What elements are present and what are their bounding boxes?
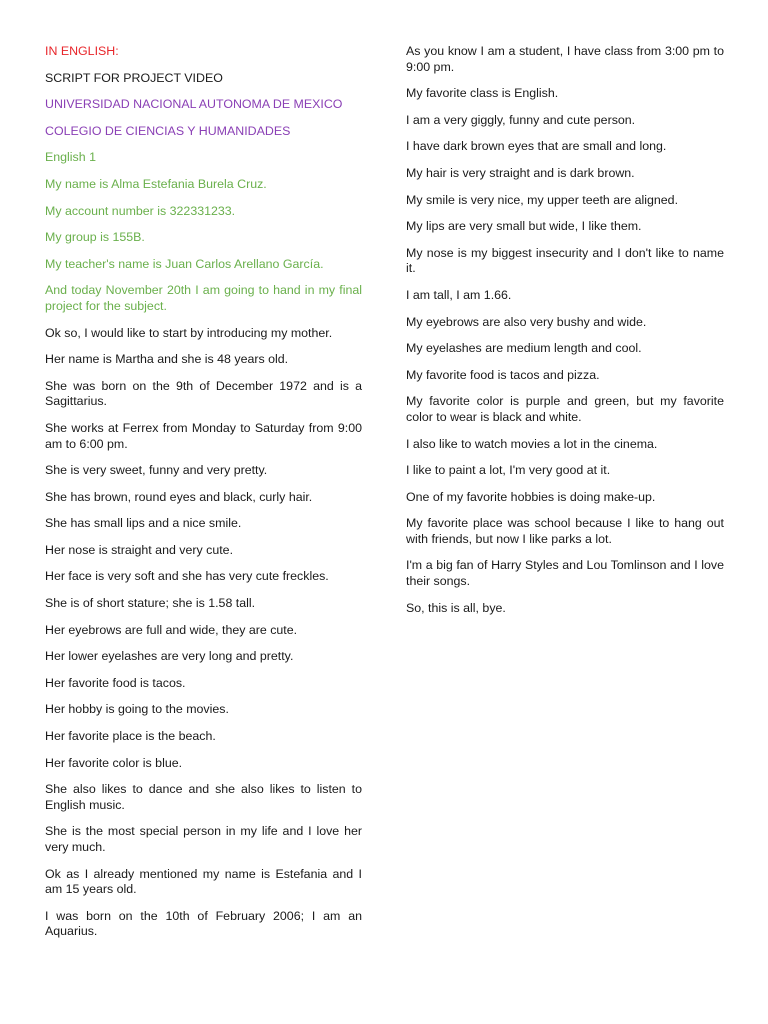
right-paragraph: One of my favorite hobbies is doing make-up. — [406, 489, 656, 504]
right-paragraph: I like to paint a lot, I'm very good at it. — [406, 463, 611, 478]
left-column — [45, 44, 362, 951]
right-paragraph: My nose is my biggest insecurity and I don't like to name it. — [406, 245, 724, 276]
left-paragraph: IN ENGLISH: — [45, 44, 119, 58]
left-paragraph: She also likes to dance and she also likes to listen to English music. — [45, 782, 362, 812]
left-paragraph: Her nose is straight and very cute. — [45, 542, 234, 557]
left-paragraph: My teacher's name is Juan Carlos Arellano García. — [45, 256, 324, 271]
right-paragraph: I am tall, I am 1.66. — [406, 287, 512, 302]
right-paragraph: As you know I am a student, I have class from 3:00 pm to 9:00 pm. — [406, 44, 724, 74]
left-paragraph: Ok as I already mentioned my name is Estefania and I am 15 years old. — [45, 866, 362, 897]
left-paragraph: My name is Alma Estefania Burela Cruz. — [45, 176, 267, 191]
right-paragraph: I also like to watch movies a lot in the cinema. — [406, 436, 658, 451]
left-paragraph: She has brown, round eyes and black, curly hair. — [45, 489, 313, 504]
left-paragraph: She is of short stature; she is 1.58 tall. — [45, 596, 256, 611]
right-paragraph: I have dark brown eyes that are small and long. — [406, 139, 667, 154]
left-paragraph: She was born on the 9th of December 1972 and is a Sagittarius. — [45, 378, 362, 409]
left-paragraph: Her name is Martha and she is 48 years old. — [45, 352, 289, 367]
left-paragraph: Ok so, I would like to start by introducing my mother. — [45, 325, 333, 340]
right-column — [406, 44, 724, 627]
left-paragraph: I was born on the 10th of February 2006; I am an Aquarius. — [45, 908, 362, 939]
right-paragraph: My lips are very small but wide, I like them. — [406, 219, 642, 234]
right-paragraph: I am a very giggly, funny and cute person. — [406, 112, 636, 127]
left-paragraph: COLEGIO DE CIENCIAS Y HUMANIDADES — [45, 123, 291, 138]
left-paragraph: She is very sweet, funny and very pretty. — [45, 463, 268, 478]
left-paragraph: SCRIPT FOR PROJECT VIDEO — [45, 70, 223, 85]
right-paragraph: My eyebrows are also very bushy and wide. — [406, 314, 647, 329]
right-paragraph: My favorite place was school because I like to hang out with friends, but now I like parks a lot. — [406, 516, 724, 546]
left-paragraph: Her hobby is going to the movies. — [45, 702, 229, 717]
left-paragraph: English 1 — [45, 150, 96, 165]
left-paragraph: Her face is very soft and she has very cute freckles. — [45, 569, 329, 584]
left-paragraph: She has small lips and a nice smile. — [45, 516, 242, 531]
right-paragraph: My eyelashes are medium length and cool. — [406, 341, 642, 356]
right-paragraph: My smile is very nice, my upper teeth are aligned. — [406, 192, 679, 207]
left-paragraph: Her favorite place is the beach. — [45, 729, 216, 744]
right-paragraph: My favorite food is tacos and pizza. — [406, 367, 600, 382]
left-paragraph: Her favorite color is blue. — [45, 755, 183, 770]
left-paragraph: Her eyebrows are full and wide, they are cute. — [45, 622, 298, 637]
left-paragraph: She works at Ferrex from Monday to Saturday from 9:00 am to 6:00 pm. — [45, 420, 362, 451]
right-paragraph: My favorite color is purple and green, but my favorite color to wear is black and white. — [406, 394, 724, 424]
left-paragraph: Her favorite food is tacos. — [45, 675, 186, 690]
left-paragraph: She is the most special person in my life and I love her very much. — [45, 824, 362, 854]
right-paragraph: My favorite class is English. — [406, 86, 559, 101]
left-paragraph: My group is 155B. — [45, 230, 145, 245]
left-paragraph: Her lower eyelashes are very long and pretty. — [45, 649, 294, 664]
left-paragraph: And today November 20th I am going to hand in my final project for the subject. — [45, 283, 362, 313]
left-paragraph: My account number is 322331233. — [45, 203, 236, 218]
left-paragraph: UNIVERSIDAD NACIONAL AUTONOMA DE MEXICO — [45, 97, 343, 112]
right-paragraph: My hair is very straight and is dark brown. — [406, 165, 635, 180]
right-paragraph: I'm a big fan of Harry Styles and Lou Tomlinson and I love their songs. — [406, 558, 724, 589]
right-paragraph: So, this is all, bye. — [406, 600, 506, 615]
